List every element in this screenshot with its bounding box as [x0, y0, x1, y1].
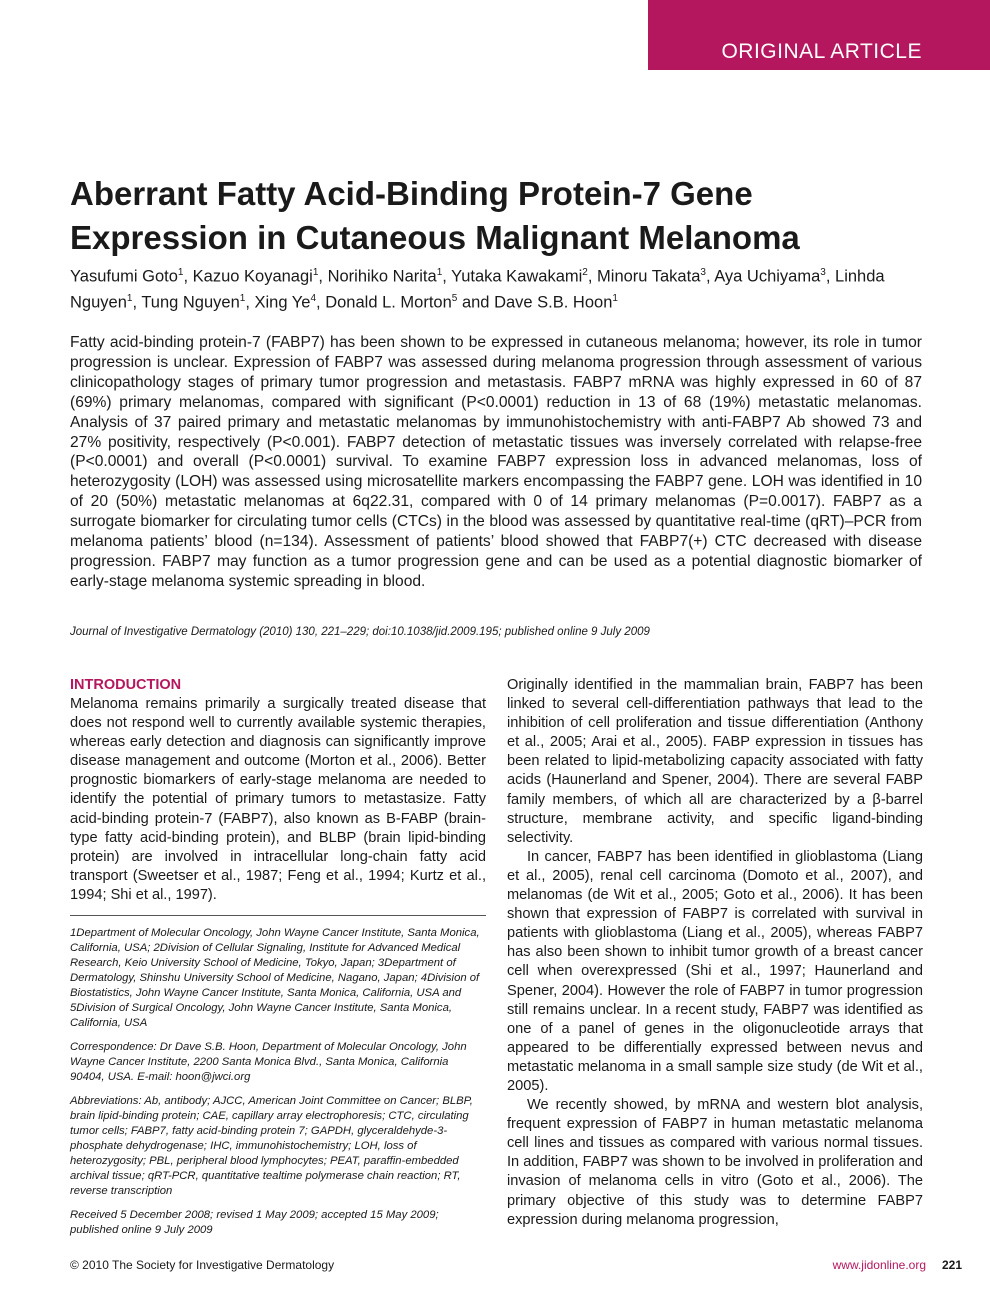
article-type-label: ORIGINAL ARTICLE [721, 40, 922, 63]
copyright-notice: © 2010 The Society for Investigative Dermatology [70, 1258, 335, 1272]
author-name: Kazuo Koyanagi [192, 267, 313, 286]
correspondence-note: Correspondence: Dr Dave S.B. Hoon, Department of Molecular Oncology, John Wayne Cancer Institute, 2200 Santa Monica Blvd., Santa Monica, California 90404, USA. E-mail: hoon@jwci.org [70, 1041, 467, 1084]
author-affiliation-marker: 5 [451, 292, 458, 304]
author-separator: , [587, 267, 598, 286]
author-name: Tung Nguyen [141, 293, 240, 311]
author-affiliation-marker: 1 [436, 267, 443, 278]
footnote-divider [70, 915, 486, 916]
received-note: Received 5 December 2008; revised 1 May 2009; accepted 15 May 2009; published online 9 July 2009 [70, 1209, 439, 1237]
abstract: Fatty acid-binding protein-7 (FABP7) has been shown to be expressed in cutaneous melanoma; however, its role in tumor progression is unclear. Expression of FABP7 was assessed during melanoma progression through assessment of various clinicopathology stages of primary tumor progression and metastasis. FABP7 mRNA was highly expressed in 60 of 87 (69%) primary melanomas, compared with significant (P<0.0001) reduction in 13 of 68 (19%) metastatic melanomas. Analysis of 37 paired primary and metastatic melanomas by immunohistochemistry with anti-FABP7 Ab showed 73 and 27% positivity, respectively (P<0.001). FABP7 detection of metastatic tissues was inversely correlated with relapse-free (P<0.0001) and overall (P<0.0001) survival. To examine FABP7 expression loss in advanced melanomas, loss of heterozygosity (LOH) was assessed using microsatellite markers encompassing the FABP7 gene. LOH was identified in 10 of 20 (50%) metastatic melanomas at 6q22.31, compared with 0 of 14 primary melanomas (P=0.0017). FABP7 as a surrogate biomarker for circulating tumor cells (CTCs) in the blood was assessed by quantitative real-time (qRT)–PCR from melanoma patients’ blood (n=134). Assessment of patients’ blood showed that FABP7(+) CTC decreased with disease progression. FABP7 may function as a tumor progression gene and can be used as a potential diagnostic biomarker of early-stage melanoma systemic spreading in blood. [70, 334, 922, 590]
author-affiliation-marker: 2 [582, 267, 588, 278]
author-affiliation-marker: 3 [700, 267, 706, 278]
author-separator: , [316, 293, 326, 311]
article-type-banner [648, 0, 990, 70]
author-affiliation-marker: 1 [239, 292, 246, 304]
author-separator: , [705, 267, 715, 286]
author-separator: , [825, 267, 836, 286]
author-affiliation-marker: 1 [312, 267, 319, 278]
page-number: 221 [941, 1258, 962, 1272]
author-affiliation-marker: 3 [820, 267, 826, 278]
body-paragraph-2: In cancer, FABP7 has been identified in glioblastoma (Liang et al., 2005), renal cell carcinoma (Domoto et al., 2007), and melanomas (de Wit et al., 2005; Goto et al., 2006). It has been shown that expression of FABP7 is correlated with survival in patients with glioblastoma (Liang et al., 2005), whereas FABP7 has also been shown to inhibit tumor growth of a breast cancer cell when overexpressed (Shi et al., 1997; Haunerland and Spener, 2004). However the role of FABP7 in tumor progression still remains unclear. In a recent study, FABP7 was identified as one of a panel of genes in the oligonucleotide arrays that appeared to be differentially expressed between nevus and metastatic melanoma in a small sample size study (de Wit et al., 2005). [507, 848, 923, 1094]
author-separator: , [442, 267, 452, 286]
body-paragraph-3: We recently showed, by mRNA and western blot analysis, frequent expression of FABP7 in human metastatic melanoma cell lines and tissues as compared with various normal tissues. In addition, FABP7 was shown to be involved in proliferation and invasion of melanoma cells in vitro (Goto et al., 2006). The primary objective of this study was to determine FABP7 expression during melanoma progression, [507, 1097, 923, 1228]
author-name: Linhda Nguyen [70, 267, 885, 311]
author-separator: , [132, 293, 142, 311]
intro-paragraph: Melanoma remains primarily a surgically treated disease that does not respond well to currently available systemic therapies, whereas early detection and diagnosis can significantly improve disease management and outcome (Morton et al., 2006). Better prognostic biomarkers of early-stage melanoma are needed to identify the potential of primary tumors to metastasize. Fatty acid-binding protein-7 (FABP7), also known as B-FABP (brain-type fatty acid-binding protein), and BLBP (brain lipid-binding protein) are involved in intracellular long-chain fatty acid transport (Sweetser et al., 1987; Feng et al., 1994; Kurtz et al., 1994; Shi et al., 1997). [70, 696, 486, 903]
author-name: Aya Uchiyama [714, 267, 821, 286]
page-footer [70, 1258, 962, 1278]
author-list [70, 262, 922, 313]
article-title: Aberrant Fatty Acid-Binding Protein-7 Gene Expression in Cutaneous Malignant Melanoma [70, 175, 800, 256]
author-name: Norihiko Narita [327, 267, 437, 286]
body-paragraph-1: Originally identified in the mammalian brain, FABP7 has been linked to several cell-differentiation pathways that lead to the inhibition of cell proliferation and tissue differentiation (Anthony et al., 2005; Arai et al., 2005). FABP expression in tissues has been related to lipid-metabolizing capacity associated with fatty acids (Haunerland and Spener, 2004). There are several FABP family members, of which all are characterized by a β-barrel structure, membrane activity, and specific ligand-binding selectivity. [507, 677, 923, 846]
author-affiliation-marker: 4 [310, 292, 317, 304]
right-column [507, 676, 923, 1230]
citation-line: Journal of Investigative Dermatology (2010) 130, 221–229; doi:10.1038/jid.2009.195; published online 9 July 2009 [70, 626, 650, 638]
author-separator: , [245, 293, 255, 311]
author-separator: , [318, 267, 328, 286]
journal-url-link[interactable]: www.jidonline.org [832, 1258, 926, 1272]
author-name: Xing Ye [254, 293, 311, 311]
author-name: Yasufumi Goto [70, 267, 178, 286]
author-name: Yutaka Kawakami [451, 267, 583, 286]
author-name: Donald L. Morton [325, 293, 452, 311]
author-separator: , [183, 267, 193, 286]
author-affiliation-marker: 1 [177, 267, 184, 278]
author-affiliation-marker: 1 [612, 292, 618, 304]
author-affiliation-marker: 1 [126, 292, 133, 304]
author-name: Minoru Takata [597, 267, 701, 286]
abbreviations-note: Abbreviations: Ab, antibody; AJCC, American Joint Committee on Cancer; BLBP, brain lipid-binding protein; CAE, capillary array electrophoresis; CTC, circulating tumor cells; FABP7, fatty acid-binding protein 7; GAPDH, glyceraldehyde-3-phosphate dehydrogenase; IHC, immunohistochemistry; LOH, loss of heterozygosity; PBL, peripheral blood lymphocytes; PEAT, paraffin-embedded archival tissue; qRT-PCR, quantitative tealtime polymerase chain reaction; RT, reverse transcription [70, 1095, 473, 1198]
author-separator: and [457, 293, 495, 311]
affiliations-note: 1Department of Molecular Oncology, John Wayne Cancer Institute, Santa Monica, California, USA; 2Division of Cellular Signaling, Institute for Advanced Medical Research, Keio University School of Medicine, Tokyo, Japan; 3Department of Dermatology, Shinshu University School of Medicine, Nagano, Japan; 4Division of Biostatistics, John Wayne Cancer Institute, Santa Monica, California, USA and 5Division of Surgical Oncology, John Wayne Cancer Institute, Santa Monica, California, USA [70, 927, 480, 1030]
left-column [70, 676, 486, 1247]
author-name: Dave S.B. Hoon [494, 293, 613, 311]
section-heading-introduction: INTRODUCTION [70, 677, 182, 693]
